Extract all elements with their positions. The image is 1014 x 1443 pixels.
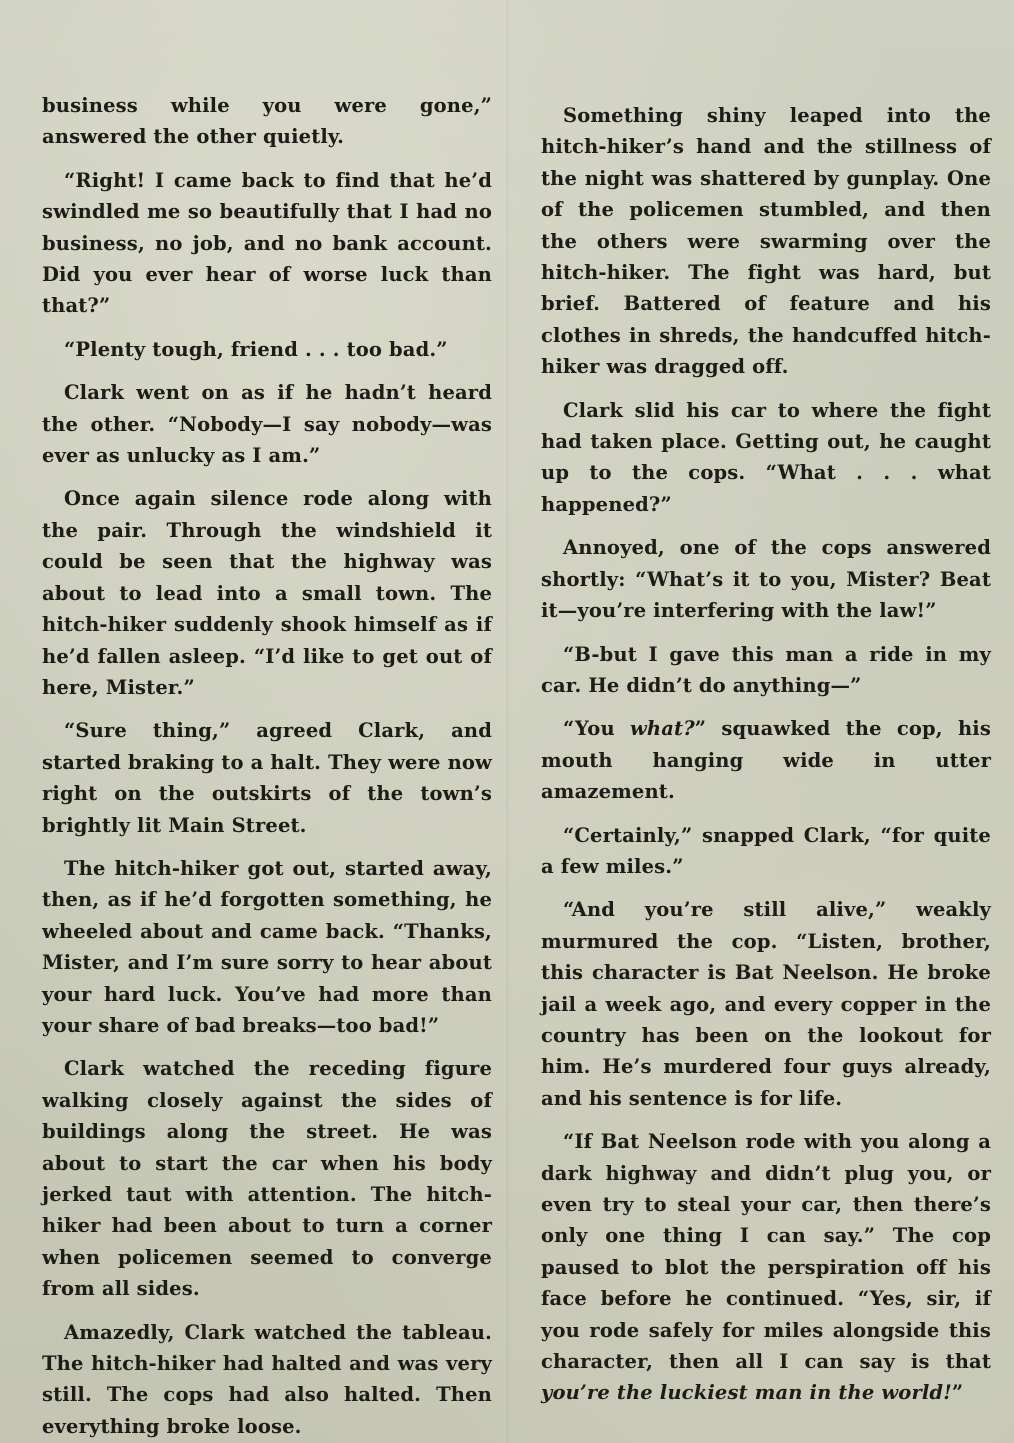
left-column xyxy=(42,90,492,1443)
paragraph: “And you’re still alive,” weakly murmured the cop. “Listen, brother, this character is Bat Neelson. He broke jail a week ago, and every copper in the country has been on the lookout for him. He’s murdered four guys already, and his sentence is for life. xyxy=(541,898,991,1110)
text-span: “If Bat Neelson rode with you along a dark highway and didn’t plug you, or even try to steal your car, then there’s only one thing I can say.” The cop paused to blot the perspiration off his face before he continued. “Yes, sir, if you rode safely for miles alongside this character, then all I can say is that xyxy=(541,1130,991,1374)
text-span: “You xyxy=(563,717,630,741)
italic-text: you’re the luckiest man in the world! xyxy=(541,1381,952,1405)
italic-text: what? xyxy=(630,717,695,741)
paragraph: Clark went on as if he hadn’t heard the other. “Nobody—I say nobody—was ever as unlucky as I am.” xyxy=(42,381,492,468)
text-span: ” squawked the cop, his mouth hanging wide in utter amazement. xyxy=(541,717,991,804)
paragraph: “Right! I came back to find that he’d swindled me so beautifully that I had no business, no job, and no bank account. Did you ever hear of worse luck than that?” xyxy=(42,168,492,318)
paragraph: “Plenty tough, friend . . . too bad.” xyxy=(64,337,448,361)
paragraph: The hitch-hiker got out, started away, then, as if he’d forgotten something, he wheeled about and came back. “Thanks, Mister, and I’m sure sorry to hear about your hard luck. You’ve had more than your share of bad breaks—too bad!” xyxy=(42,856,492,1037)
paragraph: “Sure thing,” agreed Clark, and started braking to a halt. They were now right on the outskirts of the town’s brightly lit Main Street. xyxy=(42,719,492,837)
paragraph: Annoyed, one of the cops answered shortly: “What’s it to you, Mister? Beat it—you’re interfering with the law!” xyxy=(541,536,991,623)
paragraph xyxy=(541,713,991,807)
paragraph xyxy=(541,1126,991,1409)
paragraph: business while you were gone,” answered the other quietly. xyxy=(42,94,492,149)
text-span: ” xyxy=(951,1381,964,1405)
paragraph: Once again silence rode along with the pair. Through the windshield it could be seen that the highway was about to lead into a small town. The hitch-hiker suddenly shook himself as if he’d fallen asleep. “I’d like to get out of here, Mister.” xyxy=(42,487,492,699)
paragraph: Something shiny leaped into the hitch-hiker’s hand and the stillness of the night was shattered by gunplay. One of the policemen stumbled, and then the others were swarming over the hitch-hiker. The fight was hard, but brief. Battered of feature and his clothes in shreds, the handcuffed hitch-hiker was dragged off. xyxy=(541,104,991,379)
paragraph: Clark slid his car to where the fight had taken place. Getting out, he caught up to the cops. “What . . . what happened?” xyxy=(541,398,991,516)
right-column xyxy=(541,100,991,1421)
paragraph: Amazedly, Clark watched the tableau. The hitch-hiker had halted and was very still. The cops had also halted. Then everything broke loose. xyxy=(42,1320,492,1438)
paragraph: Clark watched the receding figure walking closely against the sides of buildings along the street. He was about to start the car when his body jerked taut with attention. The hitch-hiker had been about to turn a corner when policemen seemed to converge from all sides. xyxy=(42,1057,492,1301)
paragraph: “B-but I gave this man a ride in my car. He didn’t do anything—” xyxy=(541,642,991,697)
paragraph: “Certainly,” snapped Clark, “for quite a few miles.” xyxy=(541,823,991,878)
page-fold xyxy=(506,0,509,1443)
